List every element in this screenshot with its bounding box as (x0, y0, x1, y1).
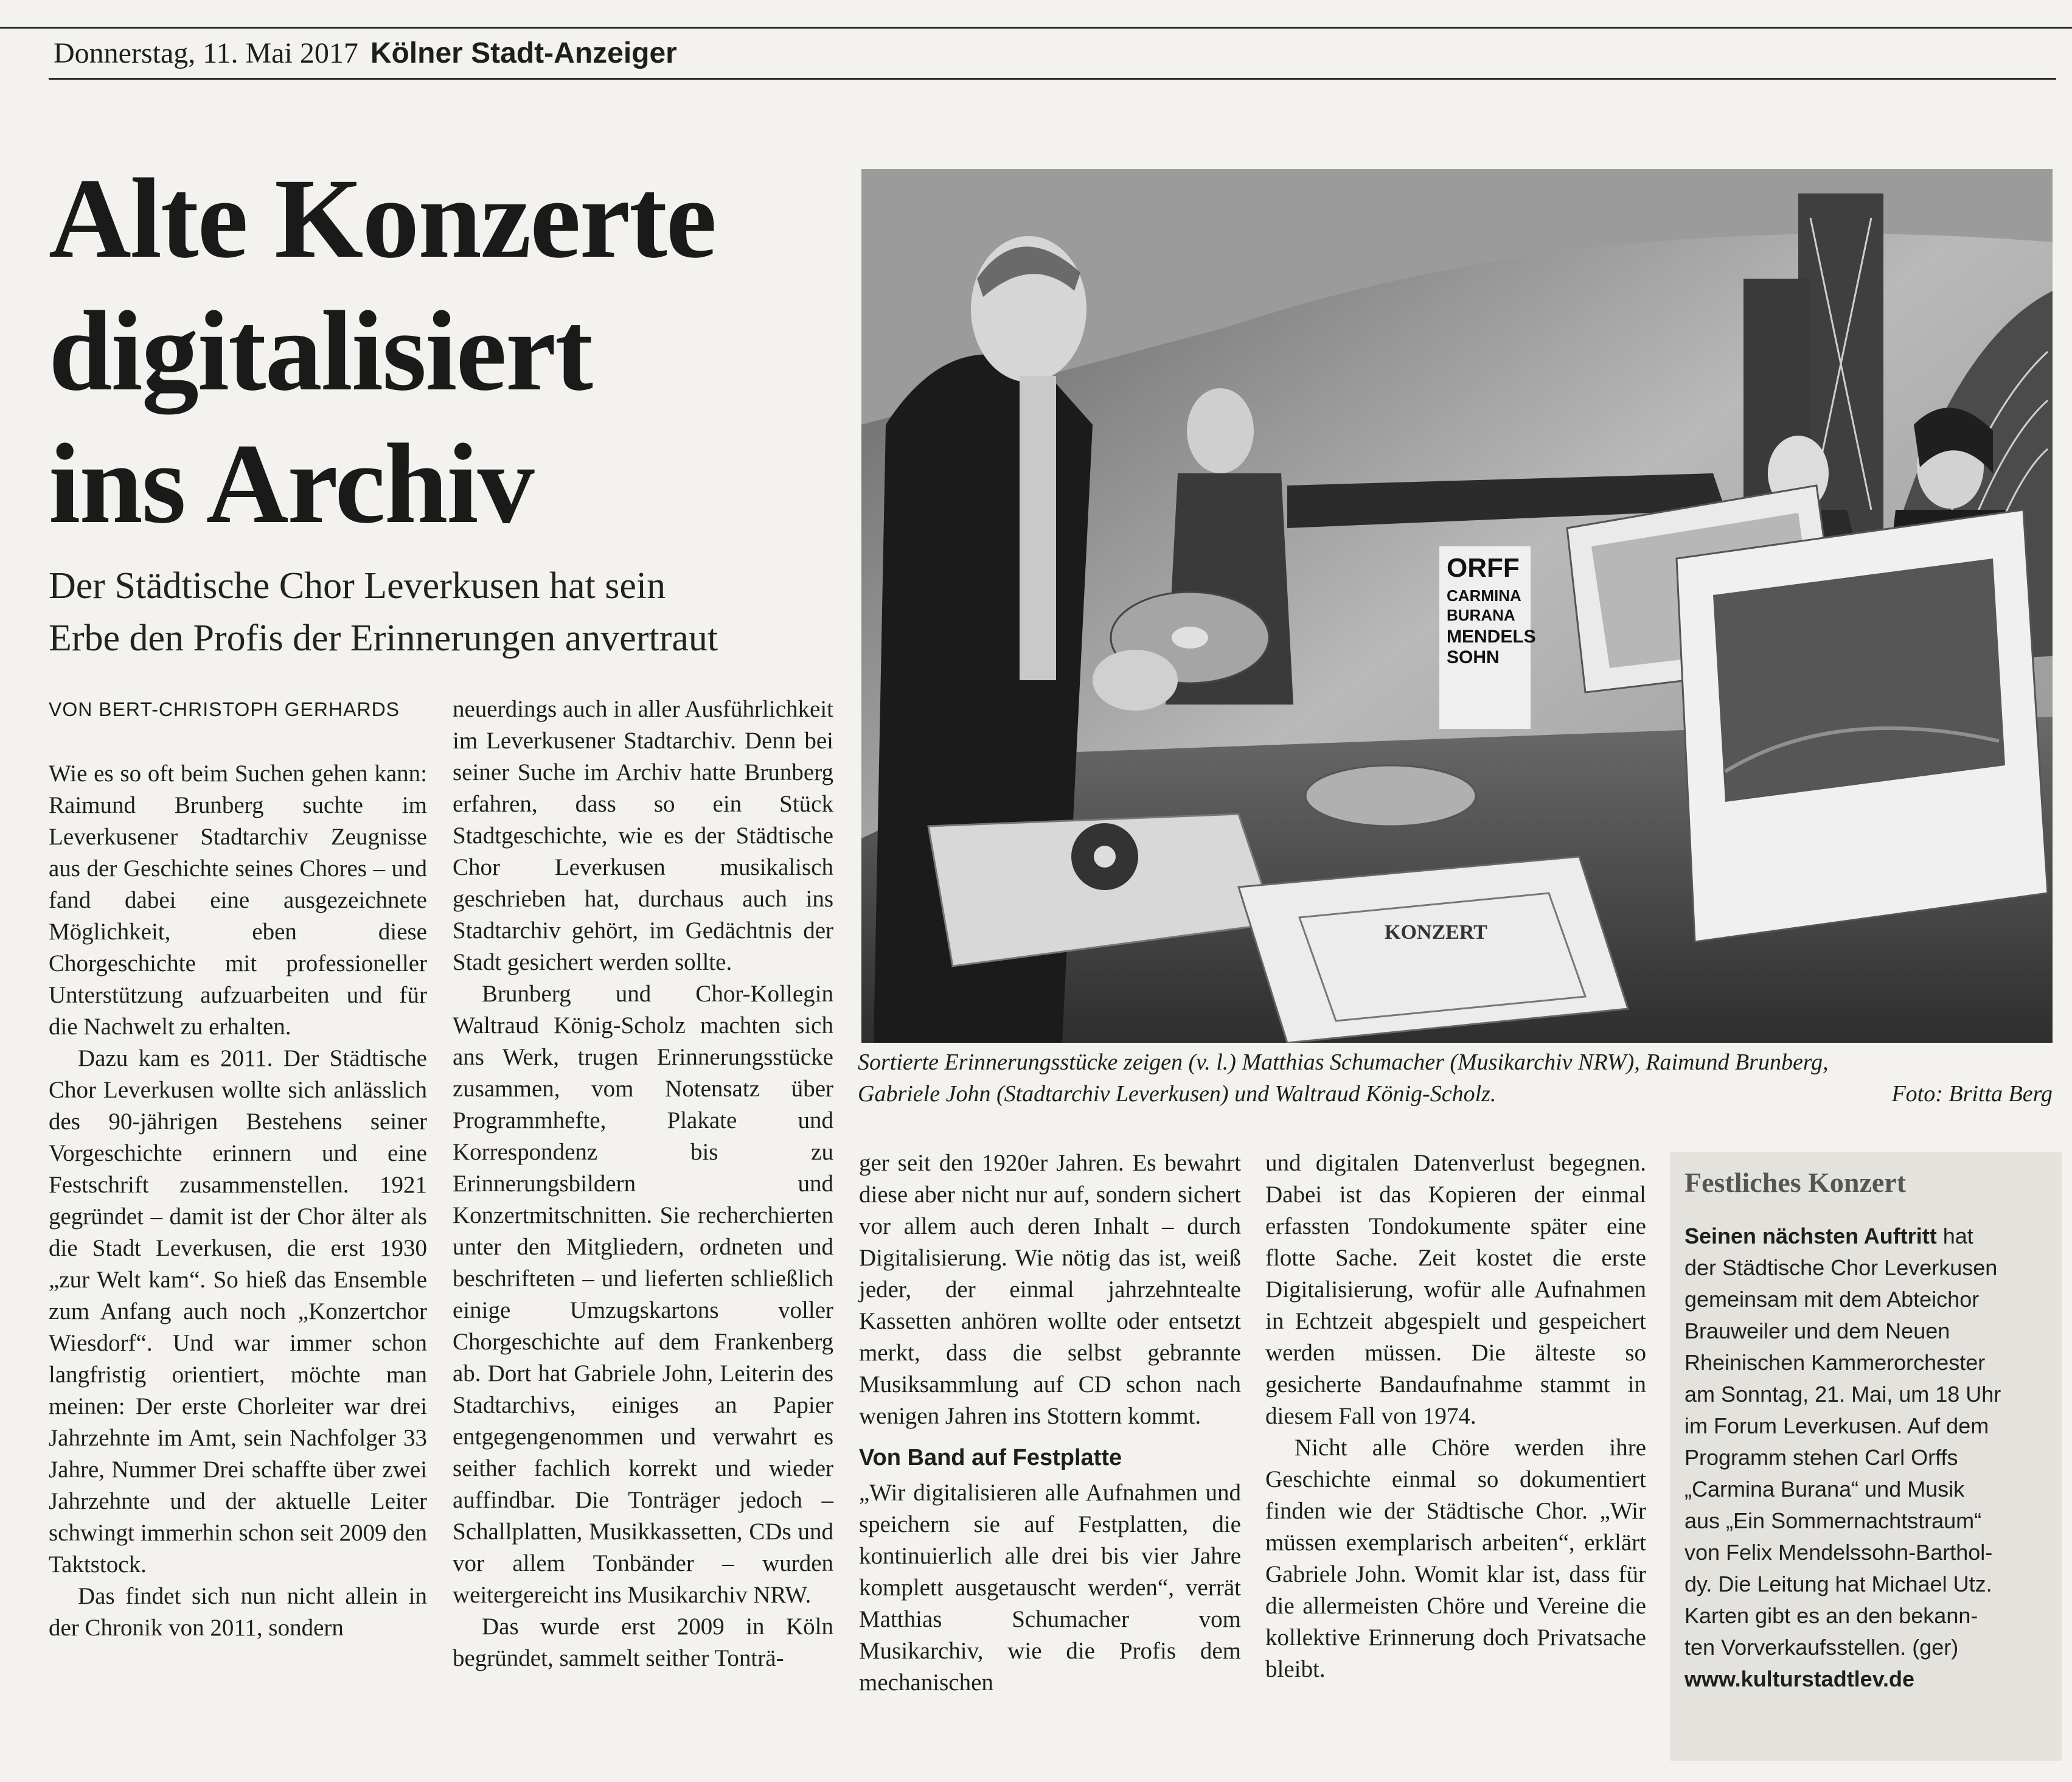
header-rule (49, 78, 2056, 80)
newspaper-name: Kölner Stadt-Anzeiger (370, 37, 677, 69)
info-box-line: von Felix Mendelssohn-Barthol- (1684, 1540, 1993, 1565)
info-box-url[interactable]: www.kulturstadtlev.de (1684, 1666, 1915, 1691)
paragraph: Dazu kam es 2011. Der Städtische Chor Leverkusen wollte sich anlässlich des 90-jährigen Bestehens seiner Vorgeschichte erinnern und eine Festschrift zusammenstellen. 1921 gegründet – damit ist der Chor älter als die Stadt Leverkusen, die erst 1930 „zur Welt kam“. So hieß das Ensemble zum Anfang auch noch „Konzertchor Wiesdorf“. Und war immer schon langfristig orientiert, möchte man meinen: Der erste Chorleiter war drei Jahrzehnte im Amt, sein Nachfolger 33 Jahre, Nummer Drei schaffte über zwei Jahrzehnte und der aktuelle Leiter schwingt immerhin schon seit 2009 den Taktstock. (49, 1045, 427, 1578)
paragraph: Das findet sich nun nicht allein in der Chronik von 2011, sondern (49, 1583, 427, 1641)
poster-text: SOHN (1447, 647, 1500, 667)
paragraph: und digitalen Datenverlust begegnen. Dabei ist das Kopieren der einmal erfassten Tondokumente später eine flotte Sache. Zeit kostet die erste Digitalisierung, wofür alle Aufnahmen in Echtzeit abgespielt und gespeichert werden müssen. Die älteste so gesicherte Bandaufnahme stammt in diesem Fall von 1974. (1265, 1150, 1646, 1429)
info-box-line: Programm stehen Carl Orffs (1684, 1445, 1958, 1470)
caption-line: Sortierte Erinnerungsstücke zeigen (v. l.) Matthias Schumacher (Musikarchiv NRW), Raimund Brunberg, (858, 1049, 1829, 1075)
photo-credit: Foto: Britta Berg (1891, 1081, 2053, 1107)
concert-info-box (1670, 1152, 2062, 1761)
article-photo (861, 169, 2053, 1043)
article-column-1 (49, 758, 427, 1644)
paragraph: Brunberg und Chor-Kollegin Waltraud König-Scholz machten sich ans Werk, trugen Erinnerungsstücke zusammen, vom Notensatz über Programmhefte, Plakate und Korrespondenz bis zu Erinnerungsbildern und Konzertmitschnitten. Sie recherchierten unter den Mitgliedern, ordneten und beschrifteten – und lieferten schließlich einige Umzugskartons voller Chorgeschichte auf dem Frankenberg ab. Dort hat Gabriele John, Leiterin des Stadtarchivs, einiges an Papier entgegengenommen und verwahrt es seither fachlich korrekt und wieder auffindbar. Die Tonträger jedoch – Schallplatten, Musikkassetten, CDs und vor allem Tonbänder – wurden weitergereicht ins Musikarchiv NRW. (453, 981, 833, 1608)
poster-text: CARMINA (1447, 586, 1521, 605)
top-rule (0, 27, 2072, 29)
info-box-line: im Forum Leverkusen. Auf dem (1684, 1413, 1989, 1438)
info-box-lead: Seinen nächsten Auftritt (1684, 1223, 1937, 1248)
paragraph: „Wir digitalisieren alle Aufnahmen und speichern sie auf Festplatten, die kontinuierlich alle drei bis vier Jahre komplett ausgetauscht werden“, verrät Matthias Schumacher vom Musikarchiv, wie die Profis dem mechanischen (859, 1480, 1241, 1696)
info-box-line: am Sonntag, 21. Mai, um 18 Uhr (1684, 1382, 2001, 1407)
info-box-line: ten Vorverkaufsstellen. (ger) (1684, 1635, 1959, 1660)
booklet-title: KONZERT (1385, 921, 1487, 944)
info-box-line: Brauweiler und dem Neuen (1684, 1318, 1950, 1343)
info-box-line: Karten gibt es an den bekann- (1684, 1603, 1978, 1628)
info-box-text (1684, 1220, 2049, 1695)
paragraph: Wie es so oft beim Suchen gehen kann: Raimund Brunberg suchte im Leverkusener Stadtarchiv Zeugnisse aus der Geschichte seines Chores – und fand dabei eine ausgezeichnete Möglichkeit, eben diese Chorgeschichte mit professioneller Unterstützung aufzuarbeiten und für die Nachwelt zu erhalten. (49, 760, 427, 1040)
poster-text: ORFF (1447, 553, 1520, 583)
paragraph: Das wurde erst 2009 in Köln begründet, sammelt seither Tonträ- (453, 1613, 833, 1671)
article-column-3 (859, 1147, 1241, 1699)
photo-illustration (861, 169, 2053, 1043)
issue-date: Donnerstag, 11. Mai 2017 (54, 37, 358, 69)
info-box-line: hat (1936, 1223, 1973, 1248)
info-box-line: „Carmina Burana“ und Musik (1684, 1477, 1965, 1502)
headline-line: digitalisiert (49, 287, 592, 414)
subhead-line: Erbe den Profis der Erinnerungen anvertraut (49, 618, 718, 659)
poster-text: BURANA (1447, 606, 1515, 624)
paragraph: ger seit den 1920er Jahren. Es bewahrt diese aber nicht nur auf, sondern sichert vor allem auch deren Inhalt – durch Digitalisierung. Wie nötig das ist, weiß jeder, der einmal jahrzehntealte Kassetten anhören wollte oder entsetzt merkt, dass die selbst gebrannte Musiksammlung auf CD schon nach wenigen Jahren ins Stottern kommt. (859, 1150, 1241, 1429)
poster-text: MENDELS (1447, 627, 1536, 647)
photo-caption (858, 1046, 2053, 1110)
headline (49, 152, 840, 550)
subhead-line: Der Städtische Chor Leverkusen hat sein (49, 565, 666, 607)
byline: VON BERT-CHRISTOPH GERHARDS (49, 698, 400, 720)
headline-line: Alte Konzerte (49, 155, 716, 282)
article-column-2 (453, 694, 833, 1674)
info-box-line: aus „Ein Sommernachtstraum“ (1684, 1508, 1982, 1533)
section-heading: Von Band auf Festplatte (859, 1445, 1122, 1470)
dateline (54, 35, 677, 72)
subheadline (49, 560, 852, 664)
info-box-line: der Städtische Chor Leverkusen (1684, 1255, 1998, 1280)
caption-line: Gabriele John (Stadtarchiv Leverkusen) und Waltraud König-Scholz. (858, 1081, 1497, 1107)
info-box-line: gemeinsam mit dem Abteichor (1684, 1287, 1980, 1312)
info-box-title: Festliches Konzert (1684, 1167, 1907, 1198)
info-box-line: Rheinischen Kammerorchester (1684, 1350, 1986, 1375)
paragraph: neuerdings auch in aller Ausführlichkeit im Leverkusener Stadtarchiv. Denn bei seiner Suche im Archiv hatte Brunberg erfahren, dass so ein Stück Stadtgeschichte, wie es der Städtische Chor Leverkusen musikalisch geschrieben hat, durchaus auch ins Stadtarchiv gehört, im Gedächtnis der Stadt gesichert werden sollte. (453, 696, 833, 975)
info-box-line: dy. Die Leitung hat Michael Utz. (1684, 1571, 1992, 1596)
article-column-4 (1265, 1147, 1646, 1685)
headline-line: ins Archiv (49, 420, 534, 547)
paragraph: Nicht alle Chöre werden ihre Geschichte einmal so dokumentiert finden wie der Städtische Chor. „Wir müssen exemplarisch arbeiten“, erklärt Gabriele John. Womit klar ist, dass für die allermeisten Chöre und Vereine die kollektive Erinnerung doch Privatsache bleibt. (1265, 1435, 1646, 1682)
